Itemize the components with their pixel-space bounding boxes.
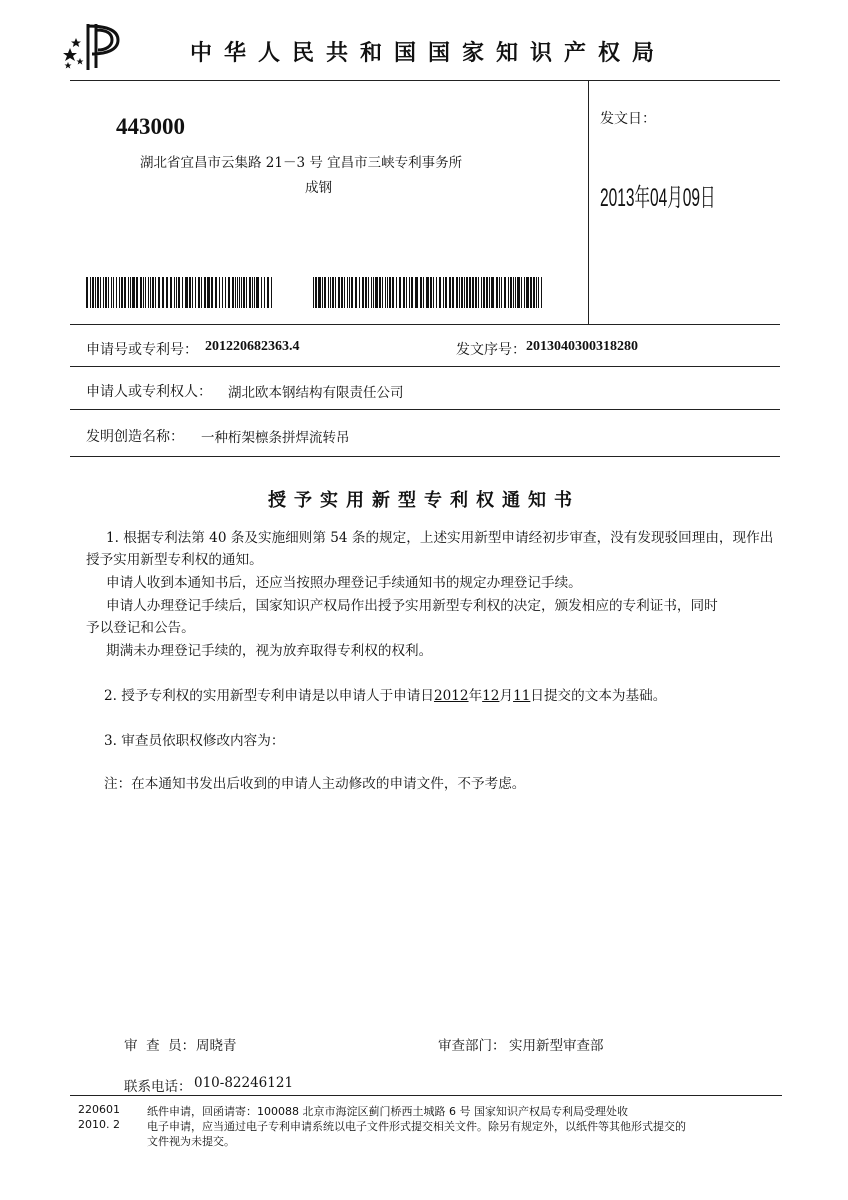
application-number-label: 申请号或专利号： (86, 342, 198, 358)
paragraph-2 (104, 685, 804, 708)
barcode-left (86, 277, 274, 308)
paragraph-1c-line-1: 申请人办理登记手续后，国家知识产权局作出授予实用新型专利权的决定，颁发相应的专利证书，同时 (106, 598, 718, 614)
serial-number: 2013040300318280 (526, 339, 638, 354)
paragraph-3-text: 3. 审查员依职权修改内容为： (104, 733, 285, 749)
address-rule (70, 324, 780, 325)
form-version: 2010. 2 (78, 1118, 120, 1131)
paragraph-1-cont (86, 549, 786, 572)
department-label: 审查部门： (438, 1038, 506, 1054)
postcode: 443000 (116, 114, 185, 139)
field-rule-3 (70, 456, 780, 457)
sipo-logo-icon (62, 20, 124, 72)
filing-year-unit: 年 (468, 688, 483, 704)
paragraph-1 (86, 527, 786, 550)
agency-name: 中华人民共和国国家知识产权局 (190, 41, 667, 66)
paragraph-1b-text: 申请人收到本通知书后，还应当按照办理登记手续通知书的规定办理登记手续。 (106, 575, 582, 591)
field-rule-2 (70, 409, 780, 410)
paragraph-1d-text: 期满未办理登记手续的，视为放弃取得专利权的权利。 (106, 643, 433, 659)
filing-day: 11 (513, 688, 531, 704)
phone-number: 010-82246121 (194, 1075, 294, 1091)
phone-label: 联系电话： (124, 1079, 192, 1095)
footer-paper-line: 纸件申请，回函请寄：100088 北京市海淀区蓟门桥西土城路 6 号 国家知识产权局专利局受理处收 (147, 1105, 628, 1118)
examiner-name: 周晓青 (196, 1038, 237, 1054)
header-rule (70, 80, 780, 81)
application-number: 201220682363.4 (205, 339, 300, 354)
field-rule-1 (70, 366, 780, 367)
barcode-right (313, 277, 545, 308)
footer-electronic-line-1: 电子申请，应当通过电子专利申请系统以电子文件形式提交相关文件。除另有规定外，以纸件等其他形式提交的 (147, 1120, 686, 1133)
filing-year: 2012 (433, 688, 469, 704)
notice-title: 授予实用新型专利权通知书 (268, 490, 580, 511)
paragraph-1-line-1: 1. 根据专利法第 40 条及实施细则第 54 条的规定，上述实用新型申请经初步审查，没有发现驳回理由，现作出 (106, 530, 774, 546)
department-name: 实用新型审查部 (509, 1038, 604, 1054)
paragraph-1c-cont (86, 617, 786, 640)
invention-title: 一种桁架檩条拼焊流转吊 (201, 430, 350, 446)
filing-month-unit: 月 (499, 688, 514, 704)
applicant-name: 湖北欧本钢结构有限责任公司 (228, 385, 404, 401)
filing-month: 12 (482, 688, 500, 704)
paragraph-1b (106, 572, 806, 595)
paragraph-1c-line-2: 予以登记和公告。 (86, 620, 195, 636)
paragraph-2-prefix: 2. 授予专利权的实用新型专利申请是以申请人于申请日 (104, 688, 434, 704)
serial-number-label: 发文序号： (456, 342, 526, 358)
address-divider (588, 80, 589, 324)
note (104, 773, 804, 796)
recipient-address: 湖北省宜昌市云集路 21－3 号 宜昌市三峡专利事务所 (140, 155, 463, 171)
invention-title-label: 发明创造名称： (86, 429, 184, 445)
issue-date-label: 发文日： (600, 111, 656, 127)
paragraph-3 (104, 730, 804, 753)
recipient-name: 成钢 (305, 180, 332, 196)
issue-date: 2013年04月09日 (600, 184, 716, 212)
footer-electronic-line-2: 文件视为未提交。 (147, 1135, 235, 1148)
note-text: 注：在本通知书发出后收到的申请人主动修改的申请文件，不予考虑。 (104, 776, 526, 792)
applicant-label: 申请人或专利权人： (86, 384, 212, 400)
form-code: 220601 (78, 1103, 120, 1116)
examiner-label: 审 查 员： (124, 1038, 196, 1054)
footer-rule (70, 1095, 782, 1096)
paragraph-2-suffix: 日提交的文本为基础。 (530, 688, 667, 704)
paragraph-1d (106, 640, 806, 663)
paragraph-1-line-2: 授予实用新型专利权的通知。 (86, 552, 263, 568)
paragraph-1c (106, 595, 796, 618)
